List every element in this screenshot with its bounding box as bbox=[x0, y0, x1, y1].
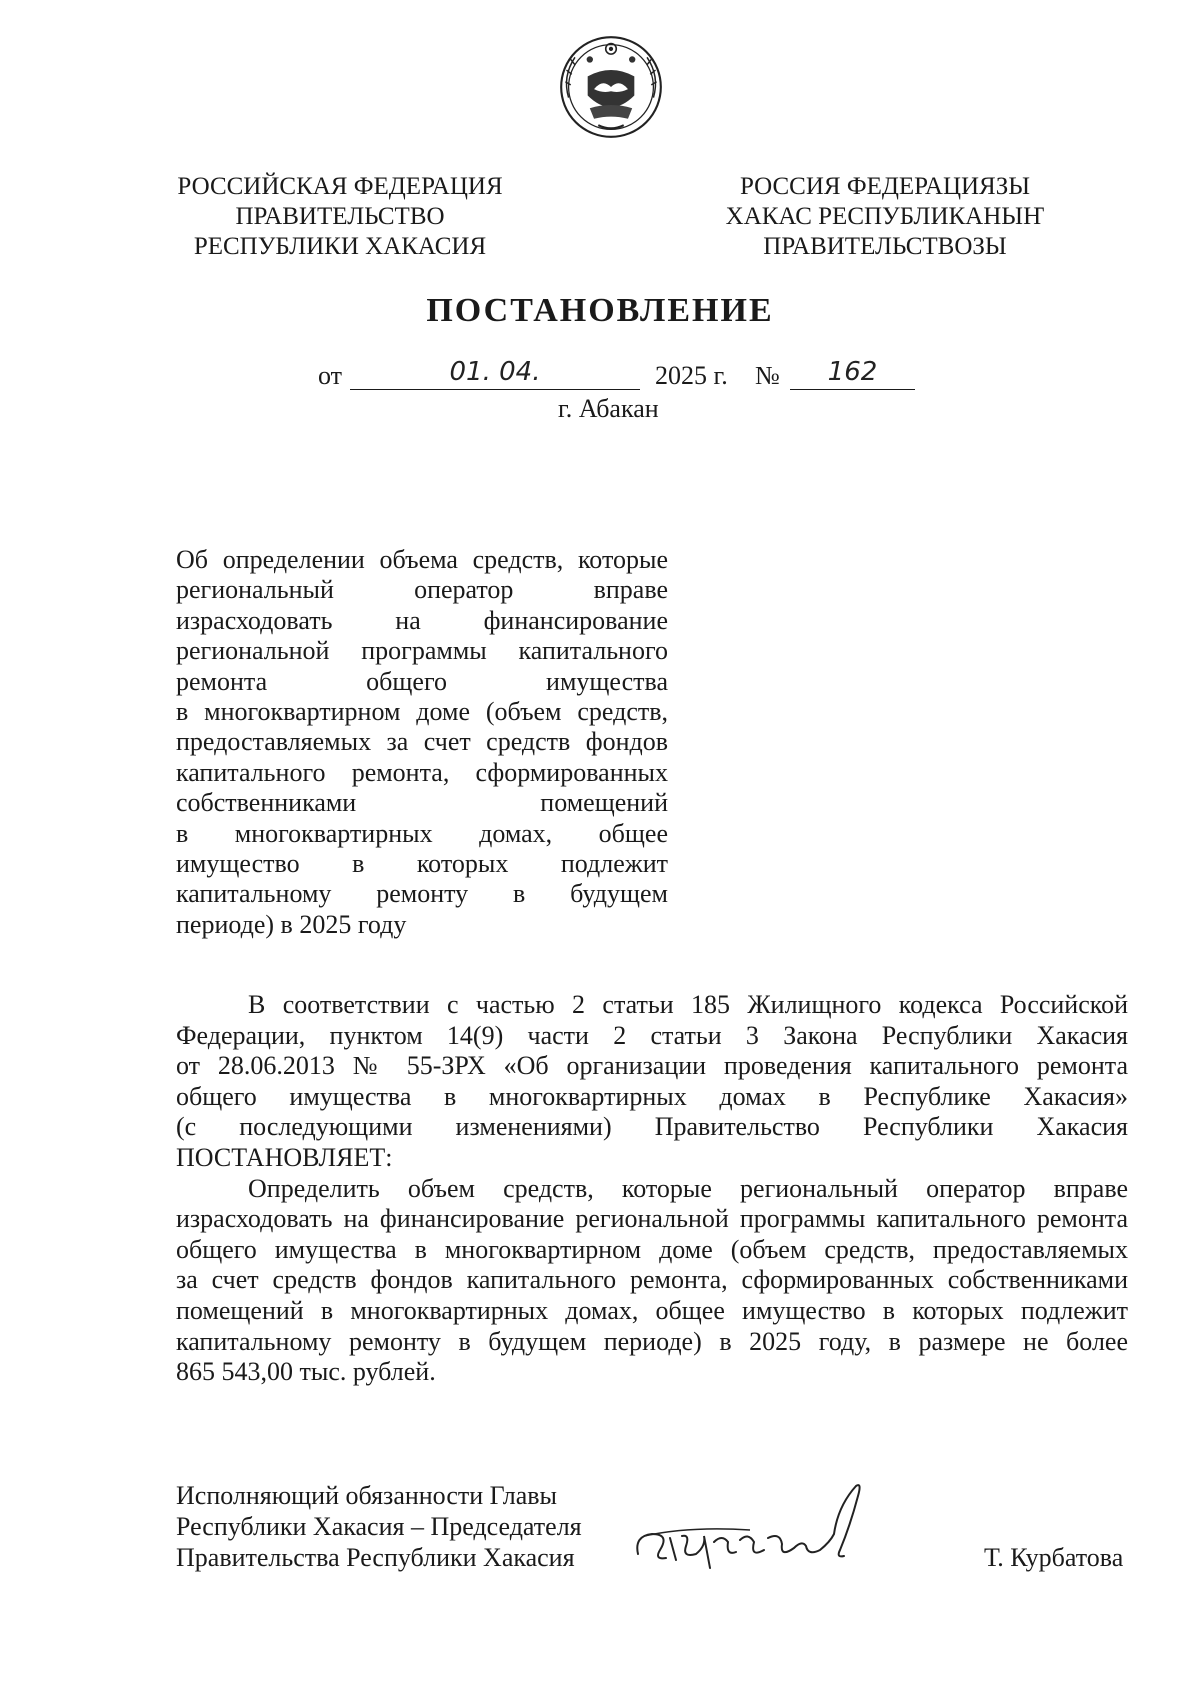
header-khakas bbox=[700, 172, 1070, 262]
body-line: Федерации, пунктом 14(9) части 2 статьи 3 Закона Республики Хакасия bbox=[176, 1020, 1128, 1050]
body-line: капитальному ремонту в будущем периоде) в 2025 году, в размере не более bbox=[176, 1326, 1128, 1356]
subject-line: имущество в которых подлежит bbox=[176, 848, 668, 878]
subject-line: ремонта общего имущества bbox=[176, 666, 668, 696]
number-label: № bbox=[755, 361, 780, 390]
header-line: РЕСПУБЛИКИ ХАКАСИЯ bbox=[193, 233, 487, 260]
dateline bbox=[0, 355, 1200, 395]
date-field: 01. 04. bbox=[350, 355, 640, 390]
from-label: от bbox=[318, 361, 343, 390]
header-line: ПРАВИТЕЛЬСТВО bbox=[235, 203, 445, 230]
body-line: (с последующими изменениями) Правительство Республики Хакасия bbox=[176, 1112, 1128, 1142]
body-line: от 28.06.2013 № 55-ЗРХ «Об организации проведения капитального ремонта bbox=[176, 1051, 1128, 1081]
position-line: Республики Хакасия – Председателя bbox=[176, 1512, 582, 1541]
subject-line: Об определении объема средств, которые bbox=[176, 545, 668, 574]
position-line: Исполняющий обязанности Главы bbox=[176, 1481, 557, 1510]
position-line: Правительства Республики Хакасия bbox=[176, 1543, 575, 1572]
body-line: израсходовать на финансирование региональной программы капитального ремонта bbox=[176, 1204, 1128, 1234]
body-text bbox=[176, 990, 1128, 1388]
coat-of-arms-icon bbox=[558, 34, 664, 140]
body-line: В соответствии с частью 2 статьи 185 Жилищного кодекса Российской bbox=[248, 990, 1128, 1019]
year-label: 2025 г. bbox=[655, 361, 728, 390]
body-line: 865 543,00 тыс. рублей. bbox=[176, 1357, 436, 1387]
header-line: ПРАВИТЕЛЬСТВОЗЫ bbox=[763, 233, 1007, 260]
subject-line: в многоквартирном доме (объем средств, bbox=[176, 696, 668, 726]
number-field: 162 bbox=[790, 355, 915, 390]
body-line: помещений в многоквартирных домах, общее имущество в которых подлежит bbox=[176, 1295, 1128, 1325]
header-line: ХАКАС РЕСПУБЛИКАНЫҤ bbox=[725, 203, 1045, 230]
handwritten-signature-icon bbox=[630, 1476, 890, 1571]
subject-line: предоставляемых за счет средств фондов bbox=[176, 727, 668, 757]
header-line: РОССИЯ ФЕДЕРАЦИЯЗЫ bbox=[739, 173, 1031, 200]
document-title: ПОСТАНОВЛЕНИЕ bbox=[426, 292, 774, 329]
subject-line: израсходовать на финансирование bbox=[176, 605, 668, 635]
subject-line: в многоквартирных домах, общее bbox=[176, 818, 668, 848]
city-label: г. Абакан bbox=[558, 394, 659, 423]
body-line: общего имущества в многоквартирных домах в Республике Хакасия» bbox=[176, 1081, 1128, 1111]
body-line: за счет средств фондов капитального ремонта, сформированных собственниками bbox=[176, 1265, 1128, 1295]
subject-line: периоде) в 2025 году bbox=[176, 909, 407, 939]
subject-line: собственниками помещений bbox=[176, 788, 668, 818]
subject-line: региональной программы капитального bbox=[176, 636, 668, 666]
signatory-position bbox=[176, 1480, 582, 1573]
signatory-name: Т. Курбатова bbox=[984, 1543, 1124, 1572]
body-line: общего имущества в многоквартирном доме (объем средств, предоставляемых bbox=[176, 1234, 1128, 1264]
header-russian bbox=[150, 172, 530, 262]
body-line: ПОСТАНОВЛЯЕТ: bbox=[176, 1142, 393, 1172]
subject-line: региональный оператор вправе bbox=[176, 575, 668, 605]
subject-line: капитального ремонта, сформированных bbox=[176, 757, 668, 787]
subject-line: капитальному ремонту в будущем bbox=[176, 879, 668, 909]
subject-block bbox=[176, 545, 668, 940]
header-line: РОССИЙСКАЯ ФЕДЕРАЦИЯ bbox=[177, 173, 503, 200]
body-line: Определить объем средств, которые региональный оператор вправе bbox=[248, 1173, 1128, 1203]
